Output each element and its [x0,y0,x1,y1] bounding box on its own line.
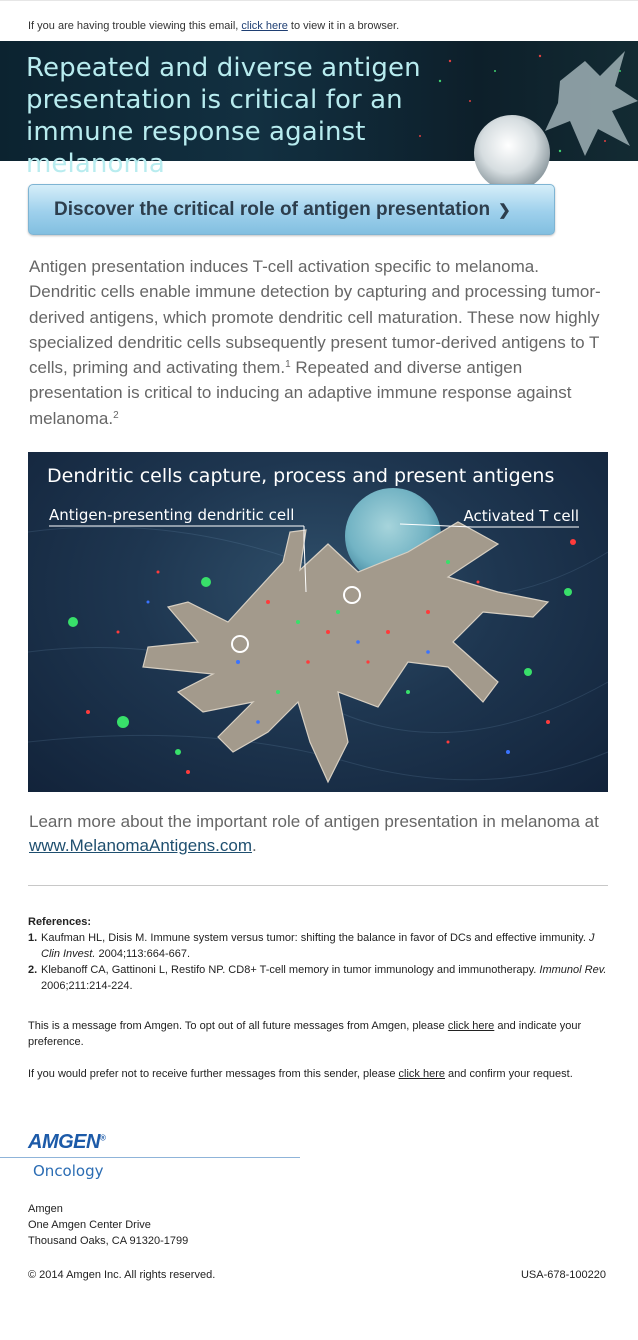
opt-out-sender-text-end: and confirm your request. [445,1068,573,1080]
reference-number: 2. [28,964,38,976]
document-code: USA-678-100220 [520,1269,606,1281]
reference-text: Kaufman HL, Disis M. Immune system versus tumor: shifting the balance in favor of DCs and effective immunity. [41,932,589,944]
reference-cite: 2006;211:214-224. [41,980,133,992]
address-line: Thousand Oaks, CA 91320-1799 [28,1235,189,1247]
address-line: One Amgen Center Drive [28,1219,151,1231]
learn-more-end: . [251,836,257,855]
dendritic-cell-image [28,452,608,792]
amgen-logo [28,1131,105,1154]
opt-out-all-text: This is a message from Amgen. To opt out of all future messages from Amgen, please [28,1020,448,1032]
references-heading: References: [28,916,91,928]
reference-journal: Immunol Rev. [539,964,607,976]
chevron-right-icon: ❯ [498,201,511,219]
registered-mark: ® [99,1133,106,1143]
hero-banner [0,41,638,179]
dendritic-cell-label: Antigen-presenting dendritic cell [49,506,295,524]
logo-underline [0,1157,300,1158]
preheader [28,20,399,32]
opt-out-sender-paragraph [28,1066,613,1082]
reference-number: 1. [28,932,38,944]
reference-item [28,930,608,962]
t-cell-label: Activated T cell [463,507,579,525]
melanoma-antigens-link[interactable]: www.MelanomaAntigens.com [29,836,252,855]
learn-more-text: Learn more about the important role of antigen presentation in melanoma at [29,812,599,831]
reference-journal: J Clin Invest. [41,932,595,960]
top-border [0,0,638,6]
opt-out-all-paragraph [28,1018,613,1050]
hero-title: Repeated and diverse antigen presentation is critical for an immune response against melanoma [26,53,421,179]
learn-more-paragraph [29,810,619,858]
discover-antigen-presentation-button[interactable] [28,184,555,235]
reference-cite: 2004;113:664-667. [95,948,191,960]
dendritic-cell-illustration [28,452,608,792]
footnote-1: 1 [285,359,291,371]
preheader-text-end: to view it in a browser. [287,20,400,32]
copyright-text: © 2014 Amgen Inc. All rights reserved. [28,1269,216,1281]
figure-title: Dendritic cells capture, process and present antigens [47,465,555,487]
footnote-2: 2 [113,409,119,421]
cta-label: Discover the critical role of antigen presentation [54,198,491,220]
references-list [28,930,608,994]
references [28,914,608,994]
opt-out-all-text-end: and indicate your preference. [28,1020,582,1048]
reference-text: Klebanoff CA, Gattinoni L, Restifo NP. CD8+ T-cell memory in tumor immunology and immunotherapy. [41,964,540,976]
intro-text-2: Repeated and diverse antigen presentation is critical to inducing an adaptive immune response against melanoma. [29,358,572,428]
view-in-browser-link[interactable]: click here [241,20,288,32]
opt-out-sender-text: If you would prefer not to receive further messages from this sender, please [28,1068,399,1080]
reference-item [28,962,608,994]
preheader-text: If you are having trouble viewing this email, [28,20,242,32]
intro-text-1: Antigen presentation induces T-cell activation specific to melanoma. Dendritic cells enable immune detection by capturing and processing tumor-derived antigens, which promote dendritic cell maturation. These now highly specialized dendritic cells subsequently present tumor-derived antigens to T cells, priming and activating them. [29,257,601,378]
company-address [28,1201,188,1249]
opt-out-all-link[interactable]: click here [447,1020,495,1032]
intro-paragraph [29,254,604,431]
oncology-label: Oncology [33,1162,104,1180]
section-divider [28,885,608,886]
amgen-logo-text: AMGEN [28,1131,100,1153]
address-line: Amgen [28,1203,63,1215]
opt-out-sender-link[interactable]: click here [398,1068,445,1080]
